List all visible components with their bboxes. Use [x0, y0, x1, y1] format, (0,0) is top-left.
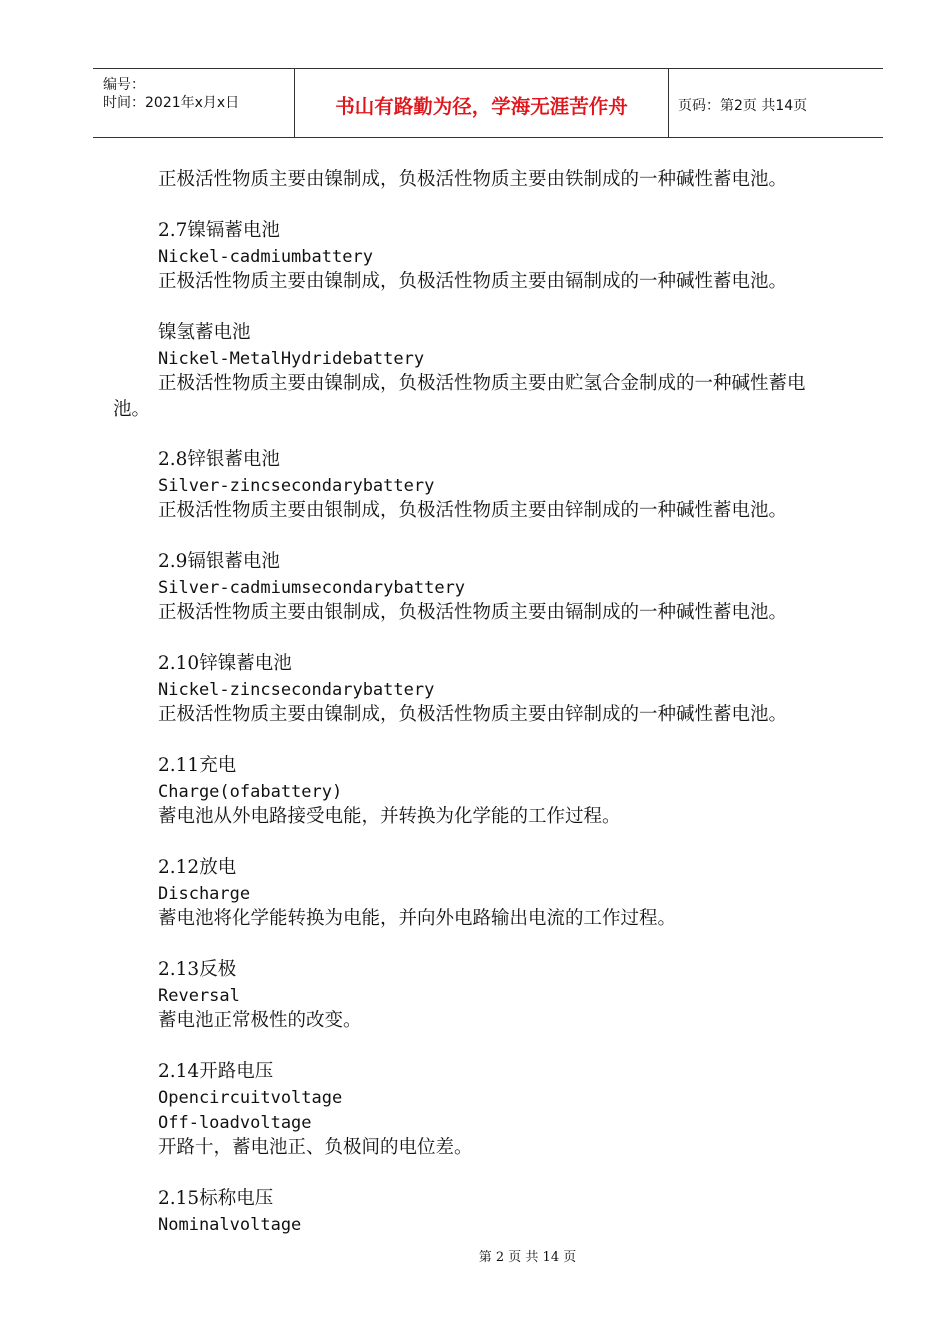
term-english: Reversal [158, 986, 240, 1006]
term-heading: 2.7镍镉蓄电池 [158, 220, 280, 241]
definition-text: 正极活性物质主要由镍制成，负极活性物质主要由铁制成的一种碱性蓄电池。 [158, 169, 788, 190]
definition-text: 蓄电池正常极性的改变。 [158, 1010, 362, 1031]
term-heading: 2.8锌银蓄电池 [158, 449, 280, 470]
definition-text: 正极活性物质主要由银制成，负极活性物质主要由锌制成的一种碱性蓄电池。 [158, 500, 788, 521]
definition-text: 蓄电池将化学能转换为电能，并向外电路输出电流的工作过程。 [158, 908, 677, 929]
definition-text: 正极活性物质主要由镍制成，负极活性物质主要由贮氢合金制成的一种碱性蓄电 [158, 373, 806, 394]
term-heading: 2.15标称电压 [158, 1188, 274, 1209]
motto-text: 书山有路勤为径，学海无涯苦作舟 [335, 95, 628, 118]
term-english: Silver-zincsecondarybattery [158, 476, 435, 496]
term-english: Opencircuitvoltage [158, 1088, 343, 1108]
definition-text-continued: 池。 [113, 399, 151, 420]
page-footer: 第 2 页 共 14 页 [478, 1250, 577, 1265]
serial-label: 编号： [103, 77, 145, 93]
page-header [93, 68, 883, 138]
term-heading: 镍氢蓄电池 [158, 322, 251, 343]
page-number-label: 页码：第2页 共14页 [678, 98, 808, 114]
term-english: Nickel-cadmiumbattery [158, 247, 373, 267]
term-heading: 2.14开路电压 [158, 1061, 274, 1082]
term-heading: 2.12放电 [158, 857, 237, 878]
term-english: Silver-cadmiumsecondarybattery [158, 578, 466, 598]
header-motto-cell [294, 69, 669, 137]
definition-text: 开路十，蓄电池正、负极间的电位差。 [158, 1137, 473, 1158]
term-heading: 2.11充电 [158, 755, 237, 776]
term-english: Charge(ofabattery) [158, 782, 343, 802]
definition-text: 正极活性物质主要由银制成，负极活性物质主要由镉制成的一种碱性蓄电池。 [158, 602, 788, 623]
term-heading: 2.10锌镍蓄电池 [158, 653, 292, 674]
definition-text: 蓄电池从外电路接受电能，并转换为化学能的工作过程。 [158, 806, 621, 827]
term-english: Nominalvoltage [158, 1215, 302, 1235]
term-english: Nickel-MetalHydridebattery [158, 349, 425, 369]
term-heading: 2.13反极 [158, 959, 237, 980]
definition-text: 正极活性物质主要由镍制成，负极活性物质主要由镉制成的一种碱性蓄电池。 [158, 271, 788, 292]
definition-text: 正极活性物质主要由镍制成，负极活性物质主要由锌制成的一种碱性蓄电池。 [158, 704, 788, 725]
term-english: Nickel-zincsecondarybattery [158, 680, 435, 700]
header-page-cell [668, 69, 883, 137]
header-info-cell [93, 69, 294, 137]
term-heading: 2.9镉银蓄电池 [158, 551, 280, 572]
term-english-alt: Off-loadvoltage [158, 1113, 312, 1133]
term-english: Discharge [158, 884, 251, 904]
date-label: 时间：2021年x月x日 [103, 95, 240, 111]
